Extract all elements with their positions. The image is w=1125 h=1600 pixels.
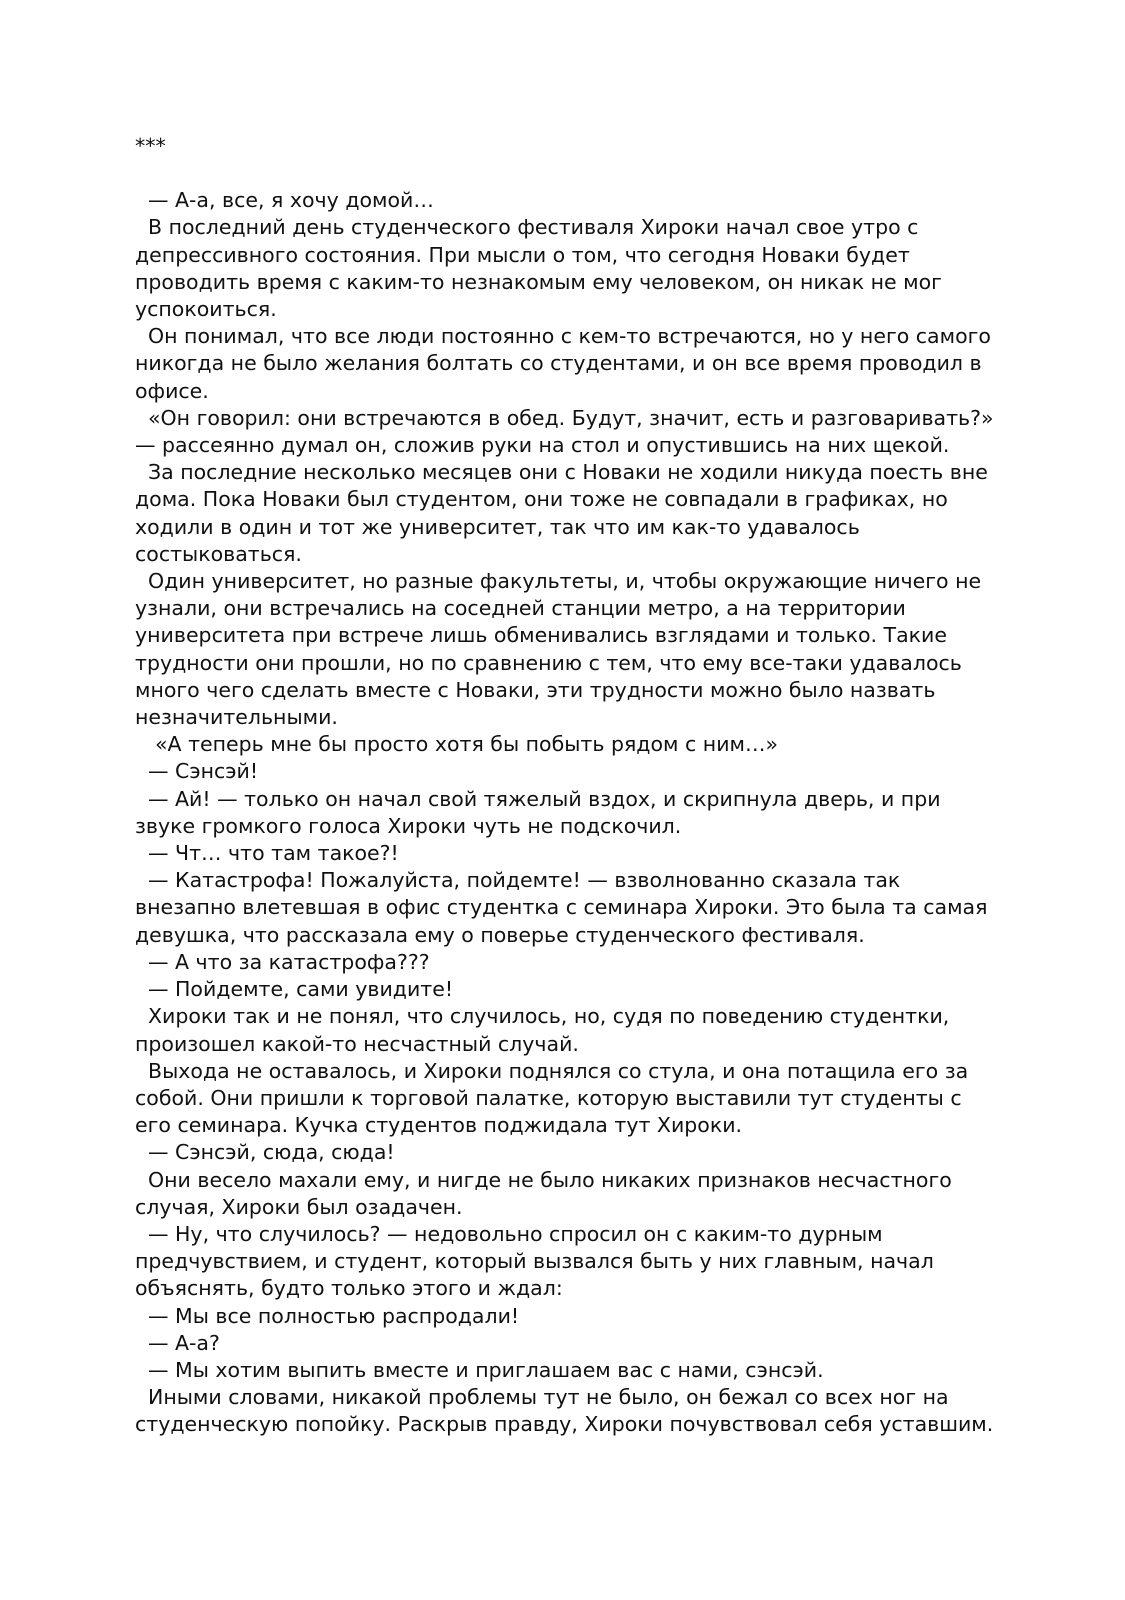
- paragraph-7: «А теперь мне бы просто хотя бы побыть рядом с ним…»: [155, 732, 779, 757]
- paragraph-21: — Мы хотим выпить вместе и приглашаем вас с нами, сэнсэй.: [148, 1357, 824, 1382]
- paragraph-9: — Ай! — только он начал свой тяжелый вздох, и скрипнула дверь, и при звуке громкого голоса Хироки чуть не подскочил.: [135, 786, 941, 838]
- paragraph-2: В последний день студенческого фестиваля Хироки начал свое утро с депрессивного состояния. При мысли о том, что сегодня Новаки будет проводить время с каким-то незнакомым ему человеком, он никак не мог успокоиться.: [135, 215, 942, 322]
- paragraph-14: Хироки так и не понял, что случилось, но, судя по поведению студентки, произошел какой-то несчастный случай.: [135, 1004, 950, 1056]
- text-body: [135, 133, 995, 1439]
- paragraph-10: — Чт… что там такое?!: [148, 841, 399, 866]
- paragraph-15: Выхода не оставалось, и Хироки поднялся со стула, и она потащила его за собой. Они пришли к торговой палатке, которую выставили тут студенты с его семинара. Кучка студентов поджидала тут Хироки.: [135, 1058, 969, 1138]
- paragraph-18: — Ну, что случилось? — недовольно спросил он с каким-то дурным предчувствием, и студент, который вызвался быть у них главным, начал объяснять, будто только этого и ждал:: [135, 1221, 934, 1301]
- paragraph-16: — Сэнсэй, сюда, сюда!: [148, 1140, 395, 1165]
- paragraph-4: «Он говорил: они встречаются в обед. Будут, значит, есть и разговаривать?» — рассеянно думал он, сложив руки на стол и опустившись на них щекой.: [135, 405, 994, 458]
- paragraph-20: — А-а?: [148, 1330, 220, 1355]
- paragraph-22: Иными словами, никакой проблемы тут не было, он бежал со всех ног на студенческую попойку. Раскрыв правду, Хироки почувствовал себя уставшим.: [135, 1385, 994, 1437]
- paragraph-1: — А-а, все, я хочу домой…: [148, 188, 434, 213]
- section-separator: ***: [135, 134, 166, 158]
- paragraph-19: — Мы все полностью распродали!: [148, 1303, 520, 1328]
- paragraph-13: — Пойдемте, сами увидите!: [148, 977, 454, 1002]
- paragraph-3: Он понимал, что все люди постоянно с кем-то встречаются, но у него самого никогда не было желания болтать со студентами, и он все время проводил в офисе.: [135, 324, 991, 403]
- paragraph-6: Один университет, но разные факультеты, и, чтобы окружающие ничего не узнали, они встречались на соседней станции метро, а на территории университета при встрече лишь обменивались взглядами и только. Такие трудности они прошли, но по сравнению с тем, что ему все-таки удавалось много чего сделать вместе с Новаки, эти трудности можно было назвать незначительными.: [135, 569, 982, 730]
- paragraph-17: Они весело махали ему, и нигде не было никаких признаков несчастного случая, Хироки был озадачен.: [135, 1167, 952, 1219]
- paragraph-12: — А что за катастрофа???: [148, 949, 430, 974]
- paragraph-5: За последние несколько месяцев они с Новаки не ходили никуда поесть вне дома. Пока Новаки был студентом, они тоже не совпадали в графиках, но ходили в один и тот же университет, так что им как-то удавалось состыковаться.: [135, 460, 988, 566]
- paragraph-8: — Сэнсэй!: [148, 759, 259, 784]
- paragraph-11: — Катастрофа! Пожалуйста, пойдемте! — взволнованно сказала так внезапно влетевшая в офис студентка с семинара Хироки. Это была та самая девушка, что рассказала ему о поверье студенческого фестиваля.: [135, 868, 988, 947]
